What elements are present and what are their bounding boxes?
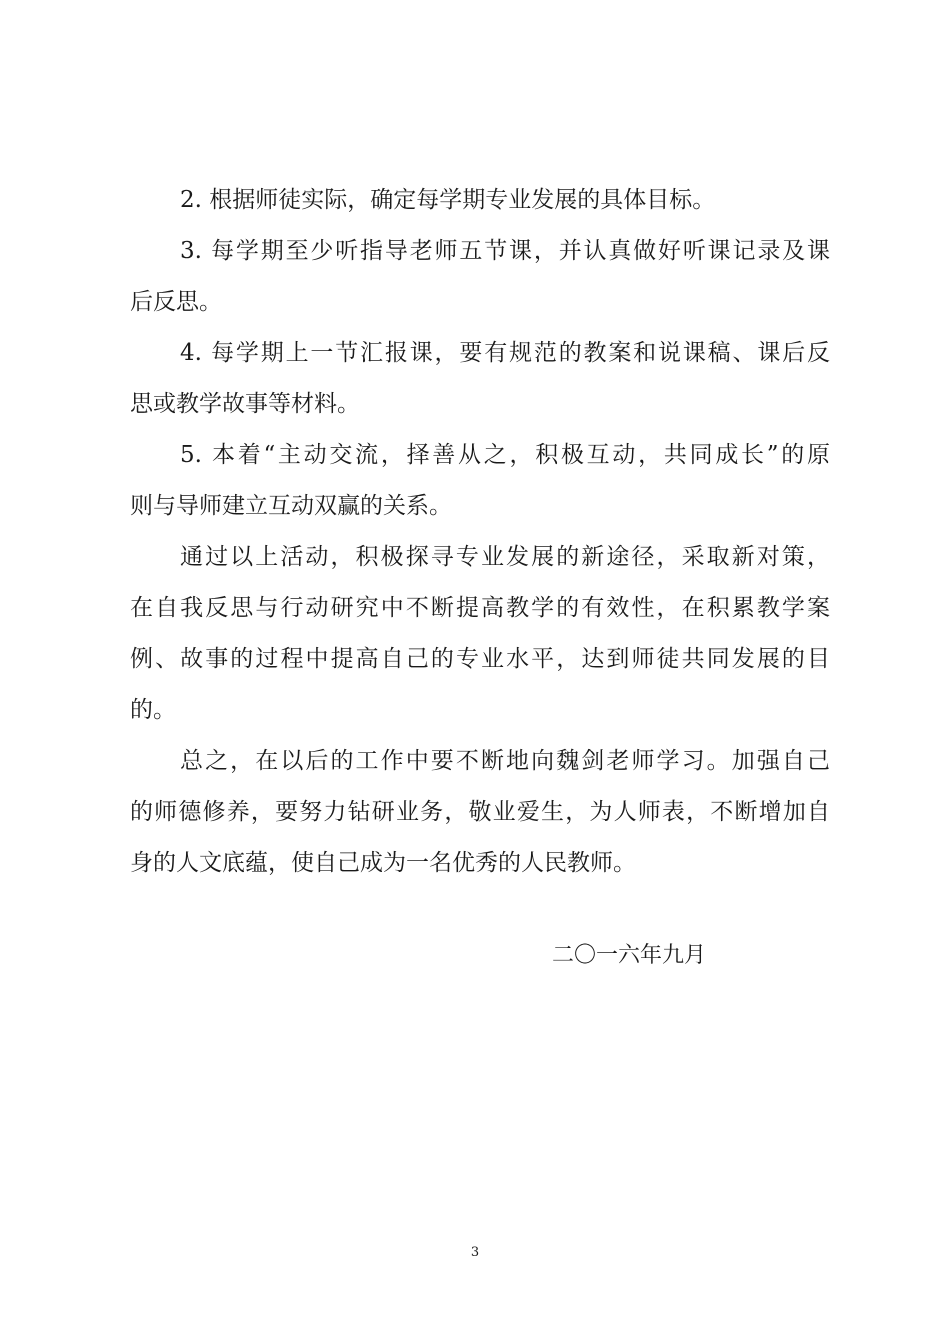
text-line: 则与导师建立互动双赢的关系。 [130, 493, 452, 519]
paragraph-line [130, 594, 830, 622]
paragraph-line [130, 390, 530, 418]
paragraph-line [130, 849, 730, 877]
text-line: 后反思。 [130, 289, 222, 315]
text-line: 的师德修养，要努力钻研业务，敬业爱生，为人师表，不断增加自 [130, 799, 830, 825]
text-line: 通过以上活动，积极探寻专业发展的新途径，采取新对策， [180, 544, 830, 570]
paragraph-line [130, 645, 830, 673]
paragraph-line [180, 747, 830, 775]
paragraph-line [180, 186, 780, 214]
document-date: 二〇一六年九月 [552, 943, 707, 968]
text-line: 身的人文底蕴，使自己成为一名优秀的人民教师。 [130, 850, 636, 876]
text-line: 5. 本着“主动交流，择善从之，积极互动，共同成长”的原 [180, 442, 830, 468]
text-line: 4. 每学期上一节汇报课，要有规范的教案和说课稿、课后反 [180, 340, 830, 366]
text-line: 3. 每学期至少听指导老师五节课，并认真做好听课记录及课 [180, 238, 830, 264]
text-line: 总之，在以后的工作中要不断地向魏剑老师学习。加强自己 [180, 748, 830, 774]
text-line: 的。 [130, 697, 176, 723]
paragraph-line [180, 543, 830, 571]
text-line: 在自我反思与行动研究中不断提高教学的有效性，在积累教学案 [130, 595, 830, 621]
paragraph-line [130, 288, 430, 316]
paragraph-line [180, 339, 830, 367]
text-line: 2. 根据师徒实际，确定每学期专业发展的具体目标。 [180, 187, 716, 213]
paragraph-line [180, 237, 830, 265]
paragraph-line [130, 492, 530, 520]
text-line: 思或教学故事等材料。 [130, 391, 360, 417]
paragraph-line [130, 696, 330, 724]
page-number: 3 [470, 1245, 480, 1260]
paragraph-line [180, 441, 830, 469]
text-line: 例、故事的过程中提高自己的专业水平，达到师徒共同发展的目 [130, 646, 830, 672]
paragraph-line [130, 798, 830, 826]
